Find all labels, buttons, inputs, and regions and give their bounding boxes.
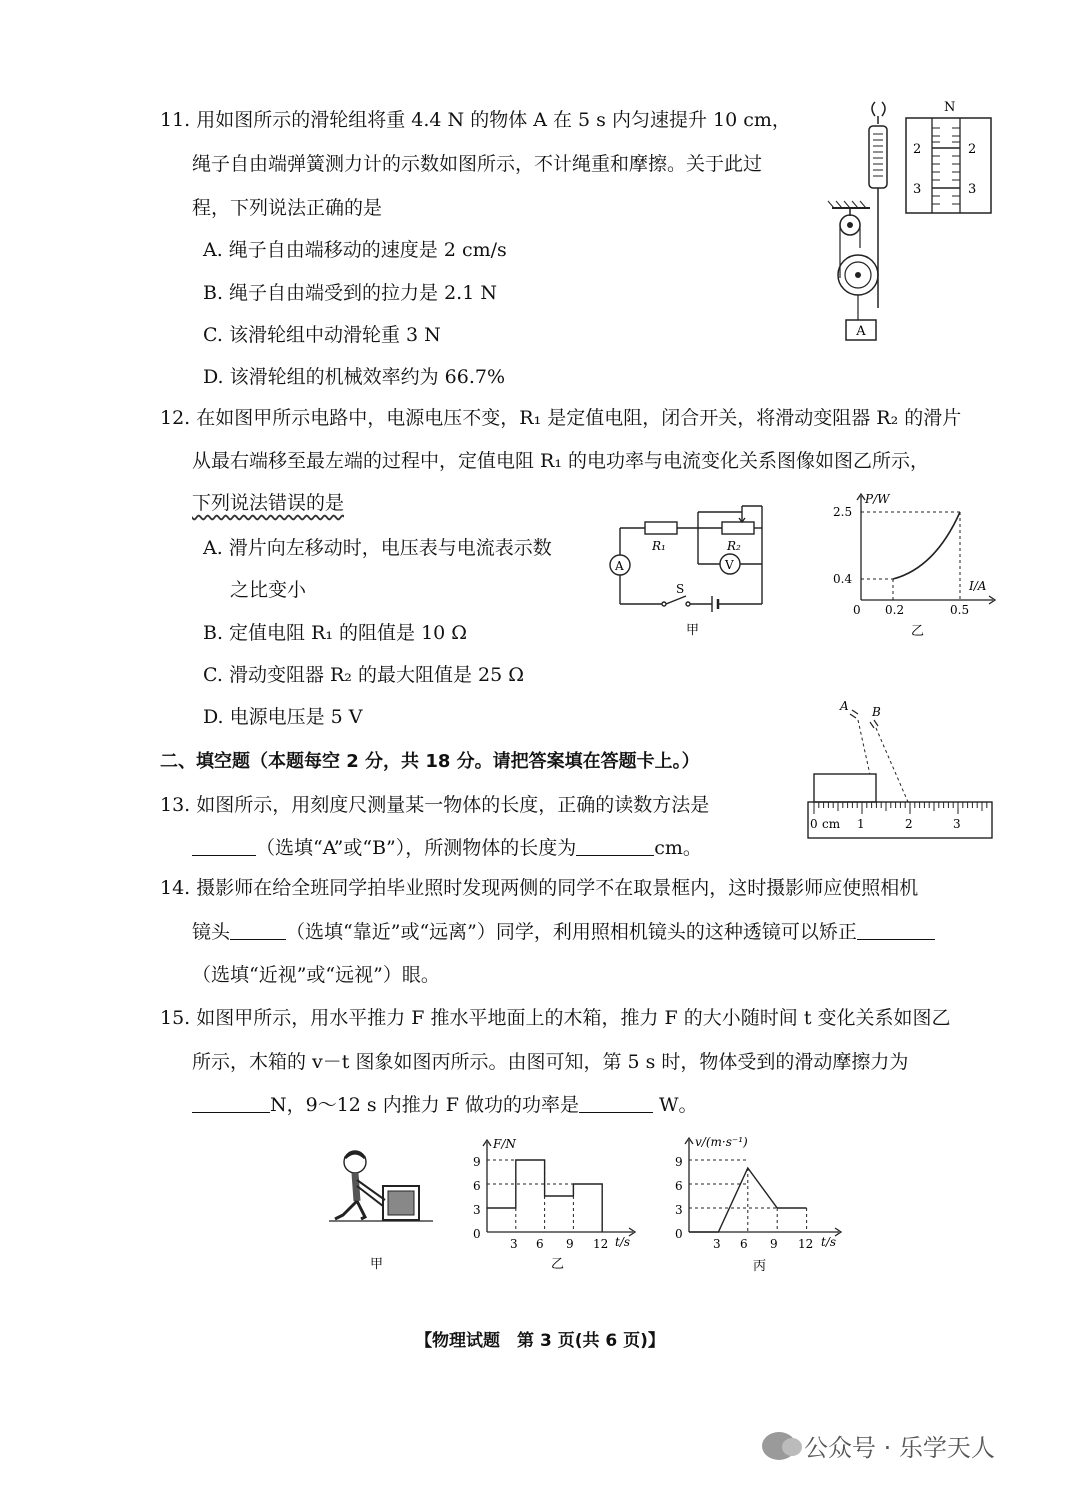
- scale-unit: N: [944, 100, 956, 115]
- graph-caption: 乙: [911, 624, 925, 639]
- fig-bing-xtick-9: 9: [770, 1237, 778, 1251]
- xtick-0: 0: [853, 603, 861, 617]
- q13-stem-line-2: [192, 836, 702, 860]
- fig-bing-ylabel: v/(m·s⁻¹): [695, 1135, 748, 1149]
- q11-option-a: A. 绳子自由端移动的速度是 2 cm/s: [203, 239, 507, 261]
- watermark: [762, 1428, 995, 1463]
- fig-bing-xtick-6: 6: [740, 1237, 748, 1251]
- q14-stem-line-3: （选填“近视”或“远视”）眼。: [192, 964, 440, 986]
- eye-b-label: B: [872, 705, 881, 719]
- q15-line3-end: W。: [659, 1094, 698, 1116]
- fig-yi-ytick-9: 9: [473, 1155, 481, 1169]
- q15-line3-mid: N，9～12 s 内推力 F 做功的功率是: [270, 1094, 579, 1116]
- fig-yi-xtick-12: 12: [593, 1237, 609, 1251]
- fig-yi-caption: 乙: [551, 1257, 565, 1272]
- q11-option-b: B. 绳子自由端受到的拉力是 2.1 N: [203, 282, 497, 304]
- q11-stem-line-2: 绳子自由端弹簧测力计的示数如图所示，不计绳重和摩擦。关于此过: [192, 153, 763, 175]
- q15-blank-2[interactable]: [579, 1094, 653, 1113]
- eye-a-icon: [850, 710, 858, 718]
- fig-yi-ytick-0: 0: [473, 1227, 481, 1241]
- q15-force-time-graph: [465, 1136, 645, 1276]
- watermark-text: 公众号 · 乐学天人: [804, 1434, 995, 1462]
- fig-bing-ytick-6: 6: [675, 1179, 683, 1193]
- q15-stem-line-2: 所示，木箱的 v－t 图象如图丙所示。由图可知，第 5 s 时，物体受到的滑动摩擦力为: [192, 1051, 909, 1073]
- block-a-label: A: [856, 324, 866, 339]
- q12-stem-line-2: 从最右端移至最左端的过程中，定值电阻 R₁ 的电功率与电流变化关系图像如图乙所示，: [192, 450, 930, 472]
- fig-bing-ytick-9: 9: [675, 1155, 683, 1169]
- q12-option-d: D. 电源电压是 5 V: [203, 706, 363, 728]
- q15-blank-1[interactable]: [192, 1094, 270, 1113]
- q15-stem-line-1: 15. 如图甲所示，用水平推力 F 推水平地面上的木箱，推力 F 的大小随时间 t 变化关系如图乙: [160, 1007, 951, 1029]
- q12-option-a: A. 滑片向左移动时，电压表与电流表示数: [203, 537, 552, 559]
- ruler-tick-1: 1: [857, 817, 865, 831]
- q12-circuit-figure: [600, 498, 780, 638]
- q11-option-c: C. 该滑轮组中动滑轮重 3 N: [203, 324, 441, 346]
- switch-label: S: [676, 582, 685, 596]
- q15-push-figure: [325, 1140, 445, 1275]
- ruler-unit: cm: [822, 817, 841, 831]
- switch-s: [666, 596, 686, 604]
- q14-stem-line-2: [192, 920, 935, 944]
- voltmeter-label: V: [725, 558, 734, 572]
- q12-stem-line-1: 12. 在如图甲所示电路中，电源电压不变，R₁ 是定值电阻，闭合开关，将滑动变阻器 R₂ 的滑片: [160, 407, 962, 429]
- ytick-2-5: 2.5: [833, 505, 853, 519]
- scale-zoom: [906, 118, 991, 213]
- r2-label: R₂: [727, 539, 741, 553]
- q12-option-c: C. 滑动变阻器 R₂ 的最大阻值是 25 Ω: [203, 664, 524, 686]
- q14-blank-2[interactable]: [857, 921, 935, 940]
- q11-pulley-figure: [820, 98, 1000, 348]
- q12-option-b: B. 定值电阻 R₁ 的阻值是 10 Ω: [203, 622, 468, 644]
- fig-yi-ytick-3: 3: [473, 1203, 481, 1217]
- q13-stem-line-1: 13. 如图所示，用刻度尺测量某一物体的长度，正确的读数方法是: [160, 794, 710, 816]
- scale-left-3: 3: [913, 182, 922, 197]
- q14-stem-line-1: 14. 摄影师在给全班同学拍毕业照时发现两侧的同学不在取景框内，这时摄影师应使照相机: [160, 877, 919, 899]
- scale-left-2: 2: [913, 142, 922, 157]
- eye-a-label: A: [840, 699, 849, 713]
- scale-right-2: 2: [968, 142, 977, 157]
- ammeter-label: A: [615, 559, 624, 573]
- fig-bing-ytick-0: 0: [675, 1227, 683, 1241]
- eye-b-icon: [870, 720, 878, 728]
- q13-ruler-figure: [806, 696, 996, 841]
- q12-option-a-cont: 之比变小: [230, 579, 307, 601]
- q15-stem-line-3: [192, 1093, 698, 1117]
- ruler-tick-0: 0: [810, 817, 818, 831]
- xtick-0-2: 0.2: [885, 603, 905, 617]
- ruler-tick-2: 2: [905, 817, 913, 831]
- ruler-tick-3: 3: [953, 817, 961, 831]
- q13-blank-1[interactable]: [192, 837, 256, 856]
- scale-right-3: 3: [968, 182, 977, 197]
- fig-yi-ytick-6: 6: [473, 1179, 481, 1193]
- spring-scale-body: [869, 126, 887, 188]
- r1-label: R₁: [652, 539, 666, 553]
- q11-option-d: D. 该滑轮组的机械效率约为 66.7%: [203, 366, 506, 388]
- q13-blank-2[interactable]: [576, 837, 654, 856]
- xtick-0-5: 0.5: [950, 603, 970, 617]
- q14-line2-pre: 镜头: [192, 921, 231, 943]
- wechat-icon: [762, 1432, 796, 1460]
- q14-blank-1[interactable]: [230, 921, 286, 940]
- q14-line2-mid: （选填“靠近”或“远离”）同学，利用照相机镜头的这种透镜可以矫正: [286, 921, 857, 943]
- q11-stem-line-3: 程，下列说法正确的是: [192, 197, 383, 219]
- q15-velocity-time-graph: [665, 1132, 855, 1277]
- fig-bing-xlabel: t/s: [821, 1235, 837, 1249]
- fig-yi-xtick-6: 6: [536, 1237, 544, 1251]
- fig-yi-xlabel: t/s: [615, 1235, 631, 1249]
- q13-line2-text: （选填“A”或“B”），所测物体的长度为: [256, 837, 577, 859]
- graph-ylabel: P/W: [865, 492, 890, 506]
- velocity-guide-lines: [689, 1160, 807, 1232]
- section-2-title: 二、填空题（本题每空 2 分，共 18 分。请把答案填在答题卡上。）: [160, 751, 700, 772]
- fig-bing-ytick-3: 3: [675, 1203, 683, 1217]
- resistor-r2: [722, 522, 754, 534]
- circuit-caption: 甲: [686, 623, 700, 638]
- fig-bing-xtick-3: 3: [713, 1237, 721, 1251]
- q11-stem-line-1: 11. 用如图所示的滑轮组将重 4.4 N 的物体 A 在 5 s 内匀速提升 10 cm，: [160, 109, 791, 131]
- fig-yi-xtick-9: 9: [566, 1237, 574, 1251]
- q12-stem-line-3: 下列说法错误的是: [192, 492, 345, 514]
- fig-bing-xtick-12: 12: [798, 1237, 814, 1251]
- graph-xlabel: I/A: [969, 579, 987, 593]
- q13-line2-end: cm。: [654, 837, 702, 859]
- fig-yi-ylabel: F/N: [493, 1137, 516, 1151]
- resistor-r1: [645, 522, 677, 534]
- fig-yi-xtick-3: 3: [510, 1237, 518, 1251]
- page-footer: 【物理试题 第 3 页(共 6 页)】: [415, 1331, 665, 1351]
- fig-jia-caption: 甲: [370, 1257, 384, 1272]
- ytick-0-4: 0.4: [833, 572, 853, 586]
- power-curve: [893, 512, 960, 579]
- q12-power-current-graph: [825, 490, 1005, 640]
- measured-object: [814, 774, 876, 802]
- fig-bing-caption: 丙: [753, 1259, 767, 1274]
